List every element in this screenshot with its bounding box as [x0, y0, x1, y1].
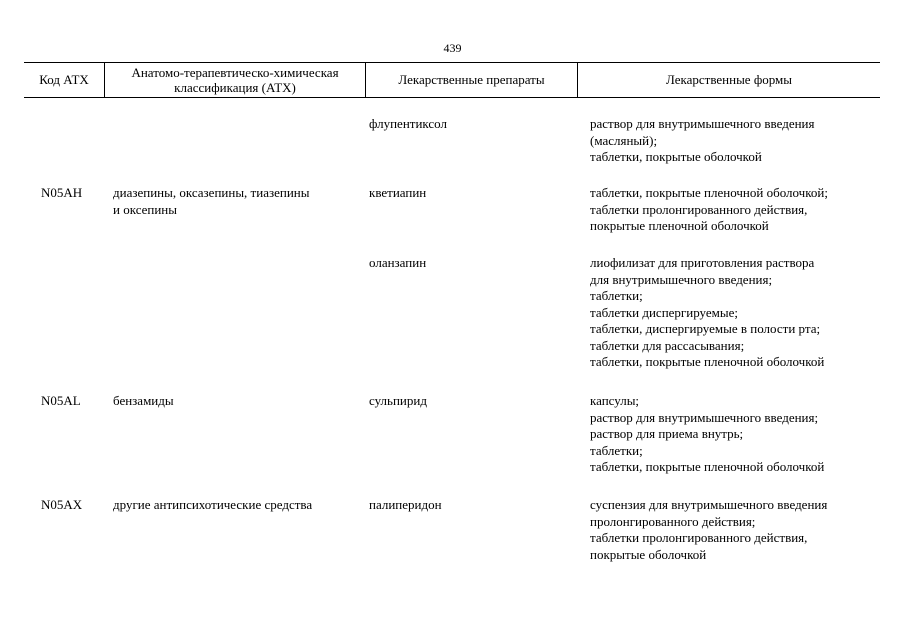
- atc-classification: [113, 393, 353, 410]
- atc-classification: [113, 497, 353, 514]
- drug-name: кветиапин: [369, 185, 427, 200]
- drug-name: сульпирид: [369, 393, 427, 408]
- form-line: покрытые оболочкой: [590, 546, 707, 562]
- form-line: таблетки, диспергируемые в полости рта;: [590, 321, 821, 336]
- drug-forms: [590, 393, 880, 476]
- drug-forms: [590, 185, 880, 235]
- form-line: пролонгированного действия;: [590, 513, 756, 529]
- header-classification-line: классификация (АТХ): [174, 79, 296, 95]
- form-line: таблетки пролонгированного действия,: [590, 201, 808, 217]
- form-line: таблетки;: [590, 442, 643, 458]
- form-line: для внутримышечного введения;: [590, 271, 773, 287]
- drug-name: палиперидон: [369, 497, 442, 512]
- header-forms: Лекарственные формы: [665, 72, 793, 87]
- form-line: покрытые пленочной оболочкой: [590, 218, 769, 233]
- classification-line: и оксепины: [113, 201, 178, 217]
- form-line: лиофилизат для приготовления раствора: [590, 255, 815, 270]
- form-line: таблетки диспергируемые;: [590, 304, 738, 320]
- form-line: суспензия для внутримышечного введения: [590, 497, 828, 512]
- classification-line: другие антипсихотические средства: [113, 497, 313, 512]
- header-code: Код АТХ: [39, 72, 89, 87]
- form-line: таблетки, покрытые пленочной оболочкой;: [590, 185, 828, 200]
- form-line: таблетки;: [590, 288, 643, 303]
- form-line: (масляный);: [590, 132, 658, 148]
- form-line: раствор для приема внутрь;: [590, 426, 744, 441]
- form-line: таблетки, покрытые пленочной оболочкой: [590, 459, 825, 474]
- form-line: раствор для внутримышечного введения: [590, 116, 815, 131]
- page-number: 439: [443, 41, 462, 55]
- classification-line: бензамиды: [113, 393, 174, 408]
- drug-name: флупентиксол: [369, 116, 447, 131]
- form-line: таблетки, покрытые оболочкой: [590, 149, 762, 164]
- header-classification-line: Анатомо-терапевтическо-химическая: [131, 64, 339, 80]
- atc-code: N05AH: [41, 185, 83, 200]
- form-line: таблетки пролонгированного действия,: [590, 530, 808, 545]
- form-line: раствор для внутримышечного введения;: [590, 409, 819, 425]
- form-line: таблетки для рассасывания;: [590, 337, 745, 353]
- drug-forms: [590, 497, 880, 563]
- header-classification: [105, 62, 365, 97]
- table-header-rule: [24, 97, 880, 98]
- header-drugs: Лекарственные препараты: [398, 72, 545, 87]
- atc-code: N05AL: [41, 393, 81, 408]
- drug-name: оланзапин: [369, 255, 427, 270]
- drug-forms: [590, 255, 880, 371]
- form-line: таблетки, покрытые пленочной оболочкой: [590, 354, 825, 369]
- atc-code: N05AX: [41, 497, 83, 512]
- atc-classification: [113, 185, 353, 218]
- classification-line: диазепины, оксазепины, тиазепины: [113, 185, 310, 200]
- form-line: капсулы;: [590, 393, 640, 408]
- drug-forms: [590, 116, 880, 166]
